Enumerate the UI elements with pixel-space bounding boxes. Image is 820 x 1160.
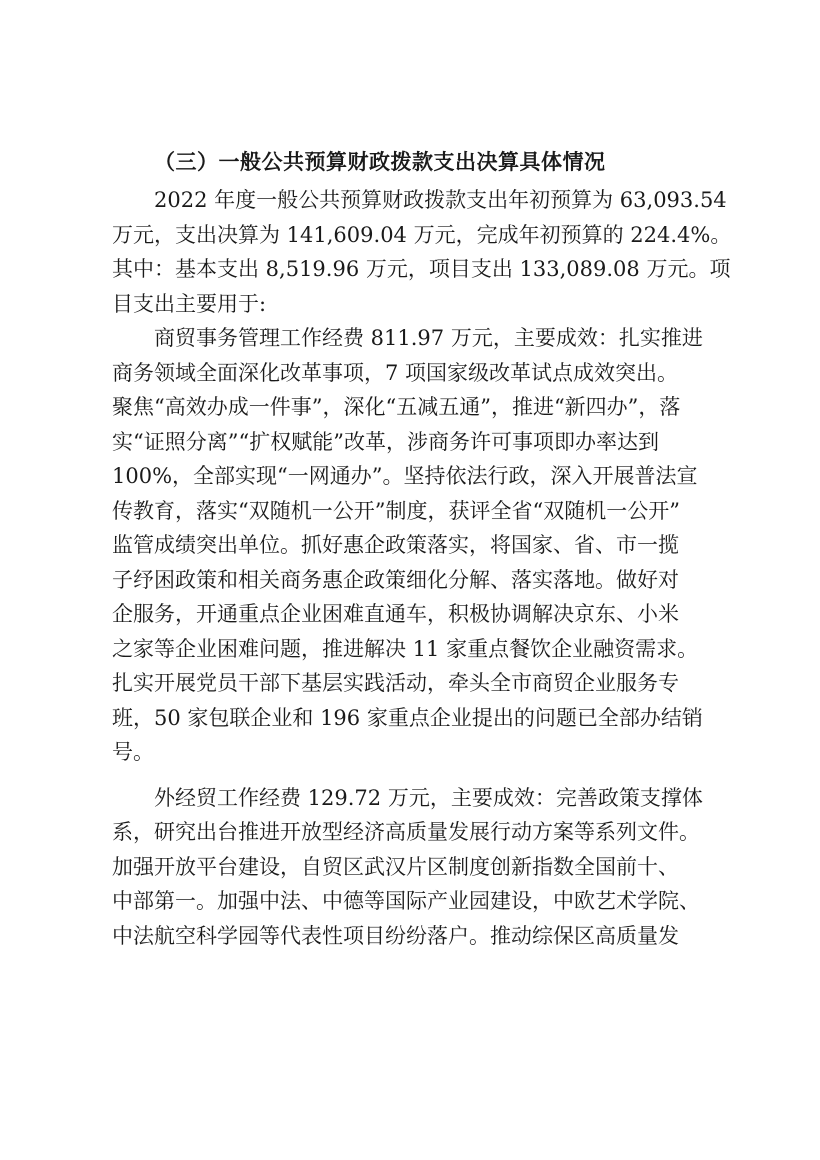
text-line: 号。 [112,740,154,764]
text-line: 2022 年度一般公共预算财政拨款支出年初预算为 63,093.54 [154,188,727,212]
text-line: 商贸事务管理工作经费 811.97 万元，主要成效：扎实推进 [154,326,703,350]
text-line: 聚焦“高效办成一件事”，深化“五减五通”，推进“新四办”，落 [112,395,681,419]
text-line: 中法航空科学园等代表性项目纷纷落户。推动综保区高质量发 [112,923,679,948]
text-line: 子纾困政策和相关商务惠企政策细化分解、落实落地。做好对 [112,567,679,592]
paragraph-commerce-affairs [112,321,732,770]
spacer [112,770,732,781]
text-line: 其中：基本支出 8,519.96 万元，项目支出 133,089.08 万元。项 [112,257,731,281]
document-page [112,145,732,953]
text-line: 外经贸工作经费 129.72 万元，主要成效：完善政策支撑体 [154,785,703,810]
text-line: 之家等企业困难问题，推进解决 11 家重点餐饮企业融资需求。 [112,636,699,661]
section-heading: （三）一般公共预算财政拨款支出决算具体情况 [154,149,606,174]
text-line: 商务领域全面深化改革事项，7 项国家级改革试点成效突出。 [112,360,679,385]
text-line: 实“证照分离”“扩权赋能”改革，涉商务许可事项即办率达到 [112,429,659,454]
text-line: 监管成绩突出单位。抓好惠企政策落实，将国家、省、市一揽 [112,533,679,557]
text-line: 目支出主要用于: [112,291,267,316]
text-line: 班，50 家包联企业和 196 家重点企业提出的问题已全部办结销 [112,705,703,730]
text-line: 中部第一。加强中法、中德等国际产业园建设，中欧艺术学院、 [112,889,700,913]
text-line: 传教育，落实“双随机一公开”制度，获评全省“双随机一公开” [112,498,680,523]
text-line: 万元，支出决算为 141,609.04 万元，完成年初预算的 224.4%。 [112,222,732,247]
text-line: 100%，全部实现“一网通办”。坚持依法行政，深入开展普法宣 [112,464,698,488]
text-line: 扎实开展党员干部下基层实践活动，牵头全市商贸企业服务专 [112,671,679,695]
text-line: 系，研究出台推进开放型经济高质量发展行动方案等系列文件。 [112,820,700,844]
paragraph-foreign-trade [112,781,732,954]
paragraph-budget-summary [112,183,732,321]
text-line: 企服务，开通重点企业困难直通车，积极协调解决京东、小米 [112,602,679,626]
text-line: 加强开放平台建设，自贸区武汉片区制度创新指数全国前十、 [112,854,679,879]
